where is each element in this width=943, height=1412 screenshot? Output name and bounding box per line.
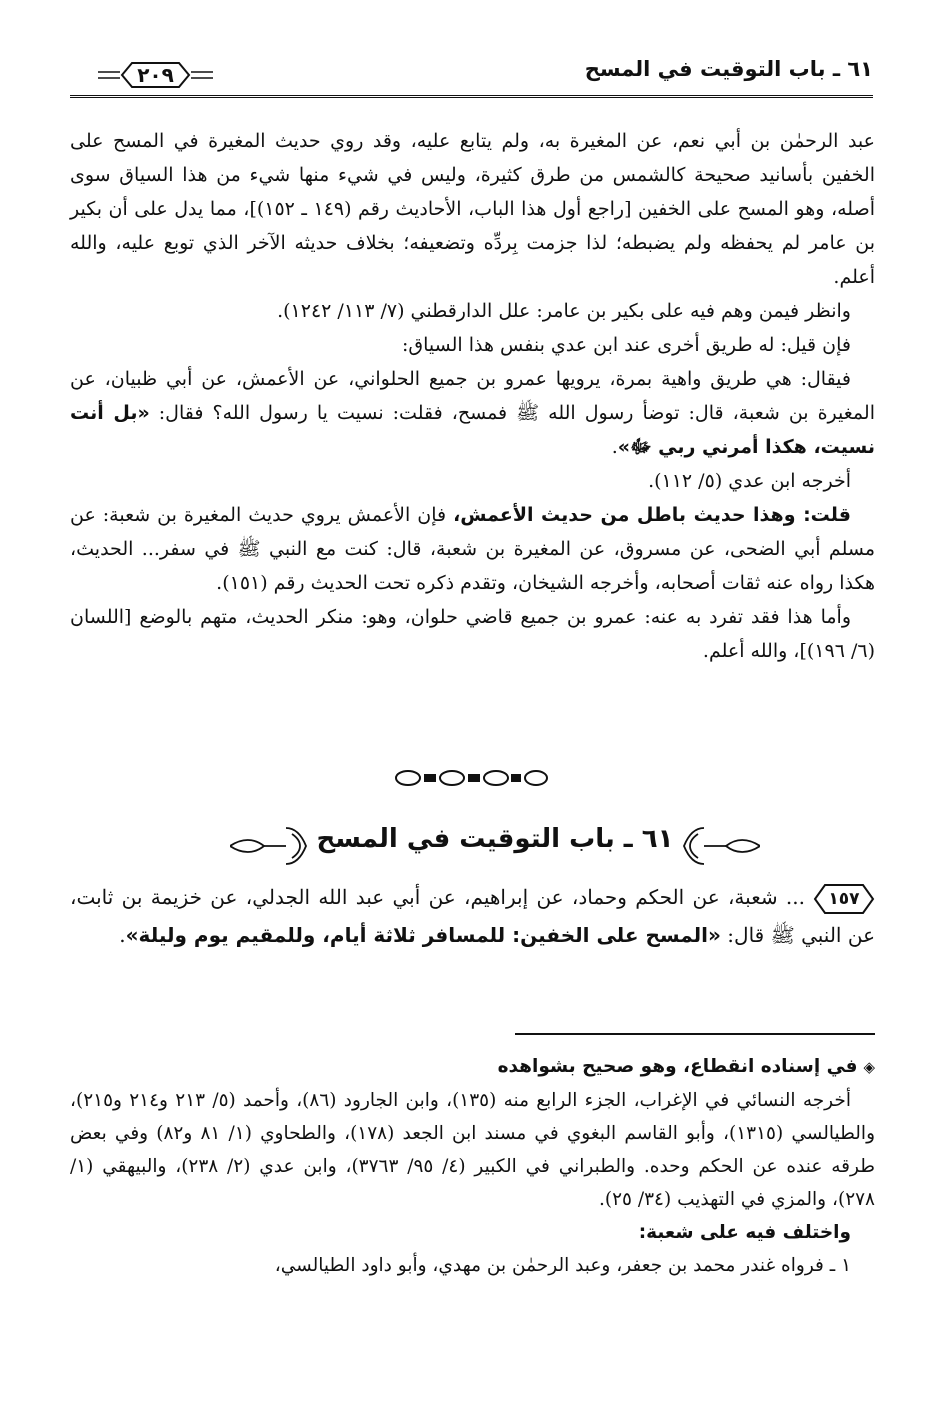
paragraph-text: فيقال: هي طريق واهية بمرة، يرويها عمرو بن جميع الحلواني، عن الأعمش، عن أبي ظبيان، عن المغيرة بن شعبة، قال: توضأ رسول الله ﷺ فمسح، فقلت: نسيت يا رسول الله؟ فقال: — [70, 368, 875, 424]
note-paragraph: أخرجه النسائي في الإغراب، الجزء الرابع منه (١٣٥)، وابن الجارود (٨٦)، وأحمد (٥/ ٢١٣ و٢١٤ و٢١٥)، والطيالسي (١٣١٥)، وأبو القاسم البغوي في مسند ابن الجعد (١٧٨)، والطحاوي (١/ ٨١ و٨٢) وفي بعض طرقه عنده عن الحكم وحده. والطبراني في الكبير (٤/ ٩٥/ ٣٧٦٣)، وابن عدي (٢/ ٢٣٨)، والبيهقي (١/ ٢٧٨)، والمزي في التهذيب (٣٤/ ٢٥). — [70, 1090, 875, 1210]
chapter-title: ٦١ ـ باب التوقيت في المسح — [316, 824, 674, 854]
page-number-frame — [98, 59, 213, 91]
grade-line — [70, 1050, 875, 1084]
paragraph-end: . — [611, 436, 618, 458]
paragraph: وانظر فيمن وهم فيه على بكير بن عامر: علل الدارقطني (٧/ ١١٣/ ١٢٤٢). — [277, 300, 851, 322]
paragraph: عبد الرحمٰن بن أبي نعم، عن المغيرة به، ولم يتابع عليه، وقد روي حديث المغيرة في المسح على الخفين بأسانيد صحيحة كالشمس من طرق كثيرة، وليس في شيء منها شيء من هذا السياق سوى أصله، وهو المسح على الخفين [راجع أول هذا الباب، الأحاديث رقم (١٤٩ ـ ١٥٢)]، مما يدل على أن بكير بن عامر لم يحفظه ولم يضبطه؛ لذا جزمت بِردِّه وتضعيفه؛ بخلاف حديثه الآخر الذي توبع عليه، والله أعلم. — [70, 130, 875, 288]
paragraph — [70, 362, 875, 464]
running-header — [70, 55, 873, 99]
paragraph: فإن قيل: له طريق أخرى عند ابن عدي بنفس هذا السياق: — [402, 334, 851, 356]
note-paragraph: ١ ـ فرواه غندر محمد بن جعفر، وعبد الرحمٰن بن مهدي، وأبو داود الطيالسي، — [274, 1255, 851, 1276]
hadith-text — [70, 878, 875, 954]
page-number: ٢٠٩ — [137, 63, 174, 87]
paragraph-lead: قلت: — [795, 504, 851, 526]
main-text — [70, 124, 875, 668]
chapter-heading — [230, 818, 760, 874]
paragraph: وأما هذا فقد تفرد به عنه: عمرو بن جميع قاضي حلوان، وهو: منكر الحديث، متهم بالوضع [اللسان (٦/ ١٩٦)]، والله أعلم. — [70, 606, 875, 662]
paragraph — [70, 498, 875, 600]
takhrij-notes — [70, 1050, 875, 1282]
hadith-grade: في إسناده انقطاع، وهو صحيح بشواهده — [497, 1056, 858, 1077]
hadith-end: . — [119, 923, 126, 947]
paragraph: أخرجه ابن عدي (٥/ ١١٢). — [648, 470, 851, 492]
hadith-matn: «المسح على الخفين: للمسافر ثلاثة أيام، وللمقيم يوم وليلة» — [125, 923, 721, 947]
verdict-text: وهذا حديث باطل من حديث الأعمش، — [453, 504, 796, 526]
hadith-number-badge — [813, 883, 875, 915]
paragraph-text: فإن الأعمش يروي حديث المغيرة بن شعبة: عن مسلم أبي الضحى، عن مسروق، عن المغيرة بن شعبة، قال: كنت مع النبي ﷺ في سفر... الحديث، هكذا رواه عنه ثقات أصحابه، وأخرجه الشيخان، وتقدم ذكره تحت الحديث رقم (١٥١). — [70, 504, 875, 594]
note-subheading: واختلف فيه على شعبة: — [638, 1222, 851, 1243]
section-end-ornament-icon — [390, 768, 550, 788]
hadith-block — [70, 878, 875, 954]
diamond-bullet-icon: ◈ — [863, 1058, 875, 1076]
hadith-isnad: ... شعبة، عن الحكم وحماد، عن إبراهيم، عن أبي عبد الله الجدلي، عن خزيمة بن ثابت، عن النبي ﷺ قال: — [70, 885, 875, 947]
header-title: ٦١ ـ باب التوقيت في المسح — [584, 57, 873, 81]
hadith-quote: «بل أنت نسيت، هكذا أمرني ربي ﷻ» — [70, 402, 875, 458]
hadith-number: ١٥٧ — [828, 888, 860, 909]
note-paragraph — [70, 1216, 875, 1249]
header-rule — [70, 95, 873, 98]
